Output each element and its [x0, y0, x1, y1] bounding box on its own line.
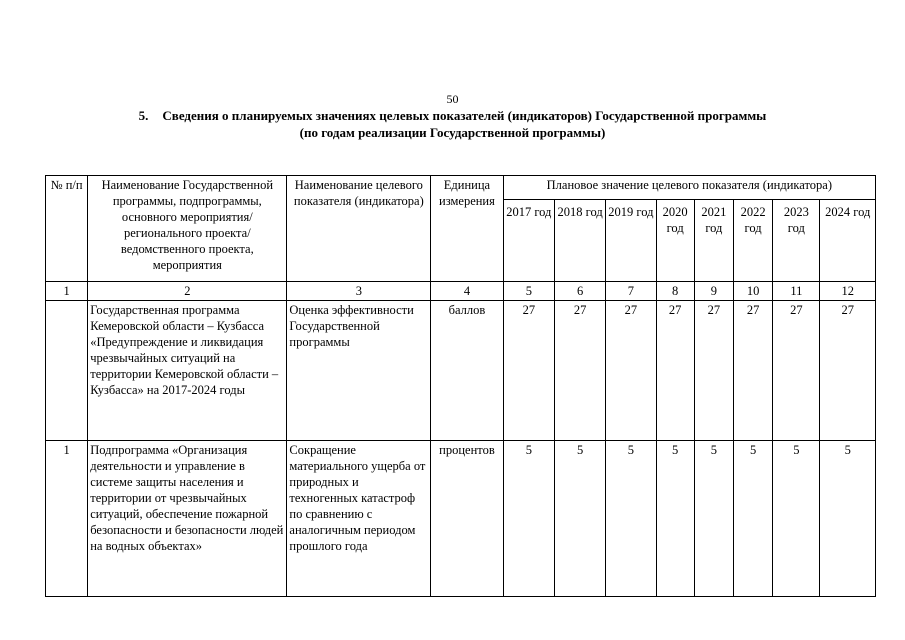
row-value: 27 — [503, 301, 554, 441]
header-num: № п/п — [46, 176, 88, 282]
page-number: 50 — [446, 92, 459, 106]
column-number: 11 — [773, 282, 820, 301]
column-number: 9 — [694, 282, 733, 301]
column-number: 12 — [820, 282, 876, 301]
row-value: 27 — [773, 301, 820, 441]
row-program-name: Государственная программа Кемеровской области – Кузбасса «Предупреждение и ликвидация чрезвычайных ситуаций на территории Кемеровской области – Кузбасса» на 2017-2024 годы — [88, 301, 287, 441]
heading-line-2: (по годам реализации Государственной программы) — [299, 125, 606, 140]
heading-line-1: Сведения о планируемых значениях целевых показателей (индикаторов) Государственной программы — [162, 108, 767, 123]
row-value: 27 — [554, 301, 605, 441]
column-number-row — [46, 282, 876, 301]
column-number: 2 — [88, 282, 287, 301]
table-row — [46, 301, 876, 441]
header-year: 2018 год — [554, 200, 605, 282]
indicators-table — [45, 175, 876, 597]
column-number: 4 — [431, 282, 503, 301]
section-number: 5. — [138, 108, 149, 123]
row-unit: процентов — [431, 441, 503, 597]
header-year: 2019 год — [606, 200, 656, 282]
column-number: 1 — [46, 282, 88, 301]
row-value: 5 — [554, 441, 605, 597]
row-value: 27 — [606, 301, 656, 441]
row-value: 27 — [733, 301, 772, 441]
row-value: 5 — [503, 441, 554, 597]
row-value: 5 — [694, 441, 733, 597]
row-value: 27 — [656, 301, 694, 441]
row-value: 5 — [606, 441, 656, 597]
row-value: 5 — [656, 441, 694, 597]
header-year: 2022 год — [733, 200, 772, 282]
header-year: 2024 год — [820, 200, 876, 282]
header-year: 2017 год — [503, 200, 554, 282]
column-number: 3 — [287, 282, 431, 301]
row-program-name: Подпрограмма «Организация деятельности и управление в системе защиты населения и территории от чрезвычайных ситуаций, обеспечение пожарной безопасности и безопасности людей на водных объектах» — [88, 441, 287, 597]
table-row — [46, 441, 876, 597]
header-year: 2023 год — [773, 200, 820, 282]
header-planned-value: Плановое значение целевого показателя (индикатора) — [503, 176, 875, 200]
row-value: 5 — [733, 441, 772, 597]
header-indicator-name: Наименование целевого показателя (индикатора) — [287, 176, 431, 282]
row-value: 27 — [820, 301, 876, 441]
column-number: 10 — [733, 282, 772, 301]
section-heading — [0, 107, 905, 141]
column-number: 7 — [606, 282, 656, 301]
row-indicator-name: Оценка эффективности Государственной программы — [287, 301, 431, 441]
row-unit: баллов — [431, 301, 503, 441]
row-value: 27 — [694, 301, 733, 441]
header-year: 2020 год — [656, 200, 694, 282]
row-num — [46, 301, 88, 441]
header-program-name: Наименование Государственной программы, подпрограммы, основного мероприятия/регионального проекта/ведомственного проекта, мероприятия — [88, 176, 287, 282]
header-year: 2021 год — [694, 200, 733, 282]
column-number: 5 — [503, 282, 554, 301]
header-unit: Единица измерения — [431, 176, 503, 282]
column-number: 8 — [656, 282, 694, 301]
row-value: 5 — [773, 441, 820, 597]
row-num: 1 — [46, 441, 88, 597]
row-value: 5 — [820, 441, 876, 597]
row-indicator-name: Сокращение материального ущерба от природных и техногенных катастроф по сравнению с аналогичным периодом прошлого года — [287, 441, 431, 597]
column-number: 6 — [554, 282, 605, 301]
